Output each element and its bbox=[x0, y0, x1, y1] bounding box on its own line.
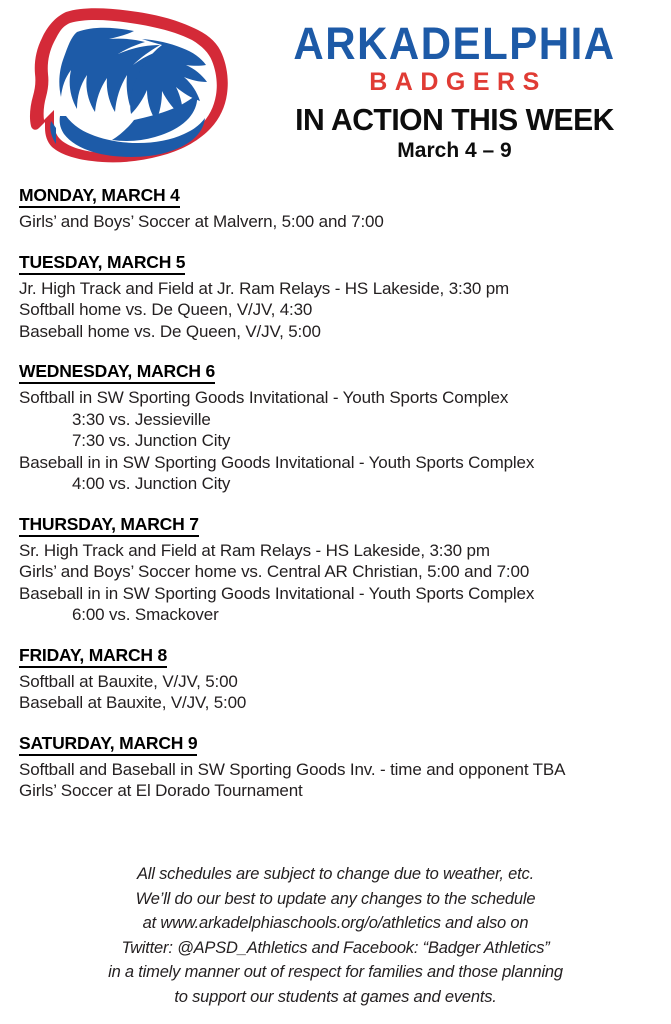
footer-line: We’ll do our best to update any changes to the schedule bbox=[135, 889, 536, 908]
footer-line: at www.arkadelphiaschools.org/o/athletics and also on bbox=[142, 914, 529, 932]
event-line: Girls’ Soccer at El Dorado Tournament bbox=[19, 781, 303, 800]
footer-line: All schedules are subject to change due to weather, etc. bbox=[137, 865, 534, 883]
footer-line: to support our students at games and events. bbox=[174, 987, 497, 1006]
header bbox=[0, 0, 671, 172]
day-heading: SATURDAY, MARCH 9 bbox=[19, 732, 197, 756]
wordmark-block bbox=[252, 17, 657, 163]
event-line: 7:30 vs. Junction City bbox=[72, 431, 231, 450]
event-line: Baseball home vs. De Queen, V/JV, 5:00 bbox=[19, 321, 321, 341]
day-block bbox=[19, 184, 659, 233]
event-line: Baseball at Bauxite, V/JV, 5:00 bbox=[19, 693, 247, 712]
footer-line: Twitter: @APSD_Athletics and Facebook: “Badger Athletics” bbox=[121, 938, 550, 957]
badger-head-logo-icon bbox=[14, 4, 244, 170]
day-heading: MONDAY, MARCH 4 bbox=[19, 184, 180, 208]
event-line: 4:00 vs. Junction City bbox=[72, 474, 231, 493]
footer-line: in a timely manner out of respect for families and those planning bbox=[108, 963, 563, 981]
day-block bbox=[19, 360, 659, 495]
event-line: Softball in SW Sporting Goods Invitational - Youth Sports Complex bbox=[19, 388, 509, 407]
event-line: Softball and Baseball in SW Sporting Goods Inv. - time and opponent TBA bbox=[19, 759, 566, 779]
day-heading: THURSDAY, MARCH 7 bbox=[19, 513, 199, 537]
event-line: Girls’ and Boys’ Soccer at Malvern, 5:00 and 7:00 bbox=[19, 212, 384, 231]
day-block bbox=[19, 513, 659, 626]
event-line: 6:00 vs. Smackover bbox=[72, 605, 219, 624]
schedule-list bbox=[19, 184, 659, 802]
event-line: Sr. High Track and Field at Ram Relays - HS Lakeside, 3:30 pm bbox=[19, 540, 490, 560]
event-line: Softball at Bauxite, V/JV, 5:00 bbox=[19, 671, 238, 691]
page-title: IN ACTION THIS WEEK bbox=[295, 102, 614, 137]
day-heading: FRIDAY, MARCH 8 bbox=[19, 644, 167, 668]
day-block bbox=[19, 732, 659, 802]
event-line: Baseball in in SW Sporting Goods Invitational - Youth Sports Complex bbox=[19, 583, 535, 603]
event-line: 3:30 vs. Jessieville bbox=[72, 409, 211, 429]
wordmark-team: BADGERS bbox=[369, 68, 547, 96]
event-line: Baseball in in SW Sporting Goods Invitational - Youth Sports Complex bbox=[19, 452, 535, 472]
day-heading: TUESDAY, MARCH 5 bbox=[19, 251, 185, 275]
event-line: Girls’ and Boys’ Soccer home vs. Central AR Christian, 5:00 and 7:00 bbox=[19, 562, 530, 581]
day-heading: WEDNESDAY, MARCH 6 bbox=[19, 360, 215, 384]
wordmark-city: ARKADELPHIA bbox=[293, 17, 616, 69]
event-line: Jr. High Track and Field at Jr. Ram Relays - HS Lakeside, 3:30 pm bbox=[19, 278, 510, 298]
event-line: Softball home vs. De Queen, V/JV, 4:30 bbox=[19, 300, 313, 319]
footer-note bbox=[0, 862, 671, 1009]
page-subtitle: March 4 – 9 bbox=[397, 139, 512, 162]
day-block bbox=[19, 251, 659, 343]
day-block bbox=[19, 644, 659, 714]
